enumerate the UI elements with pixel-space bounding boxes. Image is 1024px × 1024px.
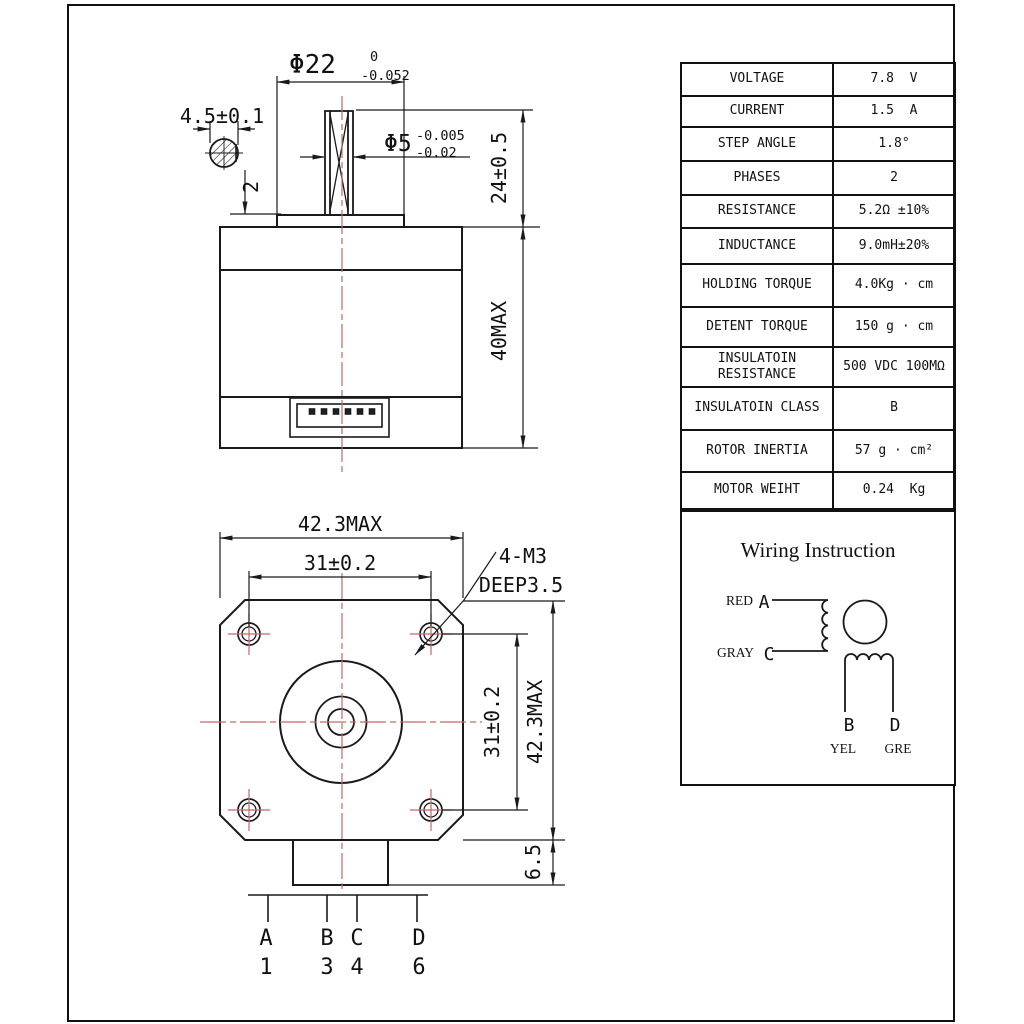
terminal-d: D	[889, 715, 901, 736]
spec-value: 0.24 Kg	[833, 472, 955, 509]
spec-label: INSULATOIN RESISTANCE	[681, 347, 833, 387]
spec-label: PHASES	[681, 161, 833, 195]
dim-shaft-diameter-tol-lo: -0.02	[416, 145, 457, 161]
dim-boss-diameter: Φ22	[289, 50, 336, 80]
spec-row	[681, 127, 955, 161]
spec-row	[681, 430, 955, 472]
spec-value: 2	[833, 161, 955, 195]
lead-color-yel: YEL	[829, 741, 857, 756]
terminal-a: A	[758, 592, 770, 613]
dim-boss-height: 2	[239, 180, 263, 194]
terminal-c: C	[763, 644, 775, 665]
dim-shaft-flat: 4.5±0.1	[179, 104, 265, 128]
spec-row	[681, 161, 955, 195]
spec-label: STEP ANGLE	[681, 127, 833, 161]
pin-number-3: 3	[320, 955, 334, 980]
pin-number-4: 4	[350, 955, 364, 980]
spec-value: 7.8 V	[833, 63, 955, 96]
dim-shaft-length: 24±0.5	[487, 131, 511, 205]
hole-callout-line1: 4-M3	[498, 544, 548, 568]
dim-body-length: 40MAX	[487, 300, 511, 362]
spec-label: INDUCTANCE	[681, 228, 833, 264]
pin-number-6: 6	[412, 955, 426, 980]
spec-label: RESISTANCE	[681, 195, 833, 228]
spec-row	[681, 195, 955, 228]
spec-value: 4.0Kg · cm	[833, 264, 955, 307]
spec-value: B	[833, 387, 955, 430]
spec-label: MOTOR WEIHT	[681, 472, 833, 509]
spec-row	[681, 472, 955, 509]
spec-value: 150 g · cm	[833, 307, 955, 347]
lead-color-gray: GRAY	[716, 645, 754, 660]
spec-value: 500 VDC 100MΩ	[833, 347, 955, 387]
spec-value: 5.2Ω ±10%	[833, 195, 955, 228]
spec-label: DETENT TORQUE	[681, 307, 833, 347]
spec-row	[681, 228, 955, 264]
pin-letter-b: B	[320, 926, 334, 951]
wiring-instruction-panel	[680, 510, 956, 786]
pin-letter-c: C	[350, 926, 364, 951]
spec-label: HOLDING TORQUE	[681, 264, 833, 307]
spec-label: INSULATOIN CLASS	[681, 387, 833, 430]
dim-face-width: 42.3MAX	[297, 512, 383, 536]
dim-shaft-diameter-tol-hi: -0.005	[416, 128, 465, 144]
pin-number-1: 1	[259, 955, 273, 980]
dim-boss-diameter-tol-hi: 0	[370, 49, 379, 65]
pin-letter-d: D	[412, 926, 426, 951]
terminal-b: B	[843, 715, 855, 736]
spec-row	[681, 307, 955, 347]
spec-value: 9.0mH±20%	[833, 228, 955, 264]
dim-shaft-diameter: Φ5	[384, 131, 412, 157]
spec-value: 1.5 A	[833, 96, 955, 127]
hole-callout-line2: DEEP3.5	[478, 573, 564, 597]
lead-color-red: RED	[726, 593, 753, 608]
pin-letter-a: A	[259, 926, 273, 951]
spec-row	[681, 96, 955, 127]
spec-label: ROTOR INERTIA	[681, 430, 833, 472]
dim-hole-pitch-h: 31±0.2	[303, 551, 377, 575]
dim-pilot-height: 6.5	[521, 843, 545, 881]
spec-row	[681, 387, 955, 430]
dim-hole-pitch-v: 31±0.2	[480, 685, 504, 759]
spec-row	[681, 347, 955, 387]
spec-value: 1.8°	[833, 127, 955, 161]
spec-label: CURRENT	[681, 96, 833, 127]
spec-row	[681, 63, 955, 96]
spec-table	[680, 62, 956, 510]
spec-value: 57 g · cm²	[833, 430, 955, 472]
dim-boss-diameter-tol-lo: -0.052	[361, 68, 410, 84]
wiring-title: Wiring Instruction	[740, 538, 896, 562]
spec-label: VOLTAGE	[681, 63, 833, 96]
dim-face-height: 42.3MAX	[523, 679, 547, 765]
lead-color-gre: GRE	[884, 741, 912, 756]
spec-row	[681, 264, 955, 307]
